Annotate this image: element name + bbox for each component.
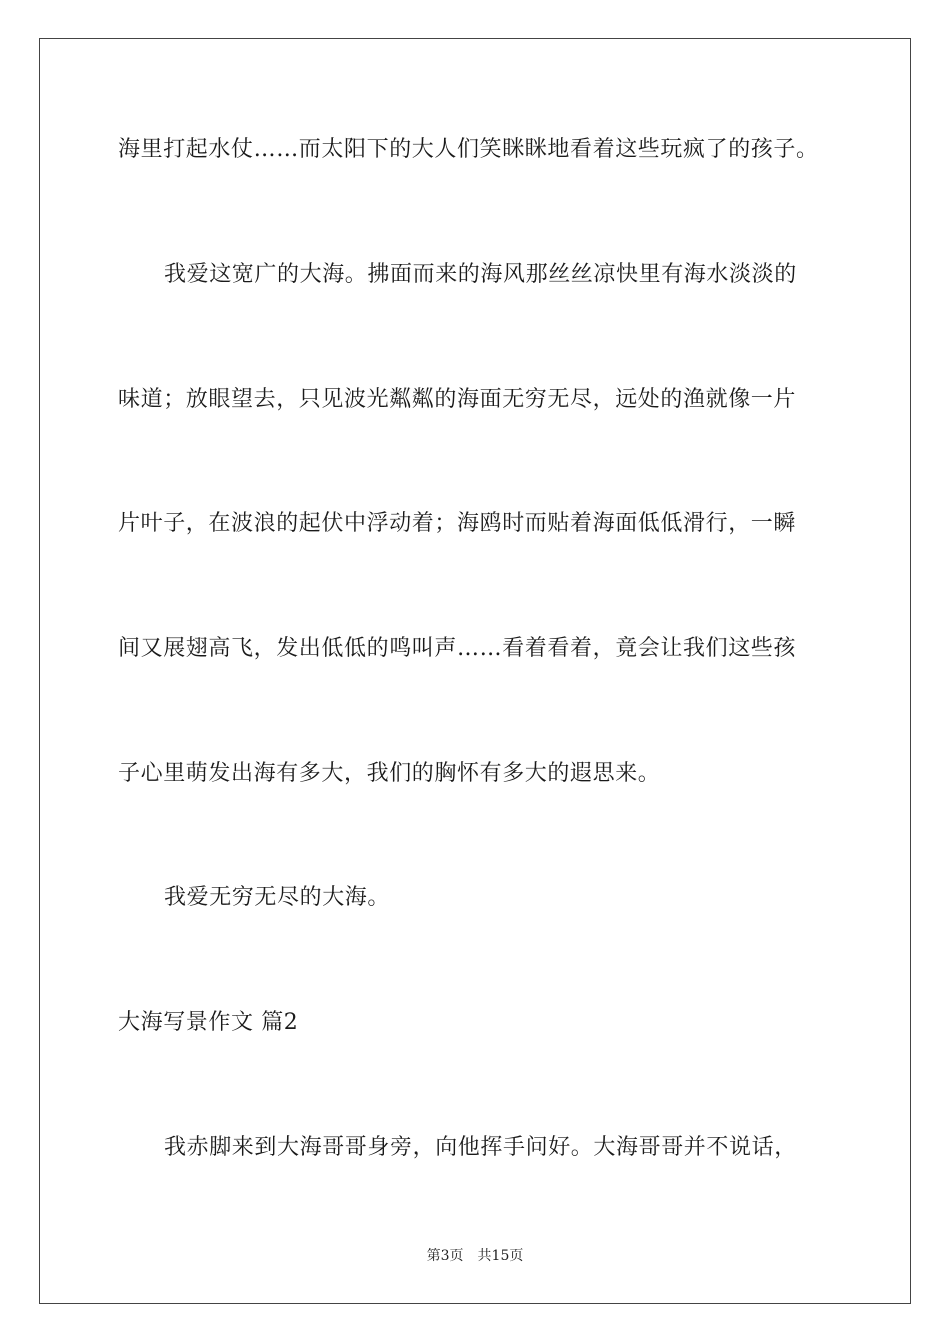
page-number: 第3页 xyxy=(426,1248,464,1264)
paragraph-line-1: 海里打起水仗……而太阳下的大人们笑眯眯地看着这些玩疯了的孩子。 xyxy=(118,137,819,162)
paragraph-line-4: 片叶子，在波浪的起伏中浮动着；海鸥时而贴着海面低低滑行，一瞬 xyxy=(118,511,797,536)
page-frame xyxy=(39,38,911,1304)
paragraph-line-9: 我赤脚来到大海哥哥身旁，向他挥手问好。大海哥哥并不说话， xyxy=(164,1135,797,1160)
page-total: 共15页 xyxy=(477,1248,524,1264)
page-footer xyxy=(0,1246,950,1266)
paragraph-line-5: 间又展翅高飞，发出低低的鸣叫声……看着看着，竟会让我们这些孩 xyxy=(118,636,797,661)
paragraph-line-3: 味道；放眼望去，只见波光粼粼的海面无穷无尽，远处的渔就像一片 xyxy=(118,387,797,412)
paragraph-line-7: 我爱无穷无尽的大海。 xyxy=(164,885,391,910)
paragraph-line-6: 子心里萌发出海有多大，我们的胸怀有多大的遐思来。 xyxy=(118,761,661,786)
section-heading: 大海写景作文 篇2 xyxy=(118,1010,299,1035)
paragraph-line-2: 我爱这宽广的大海。拂面而来的海风那丝丝凉快里有海水淡淡的 xyxy=(164,262,797,287)
